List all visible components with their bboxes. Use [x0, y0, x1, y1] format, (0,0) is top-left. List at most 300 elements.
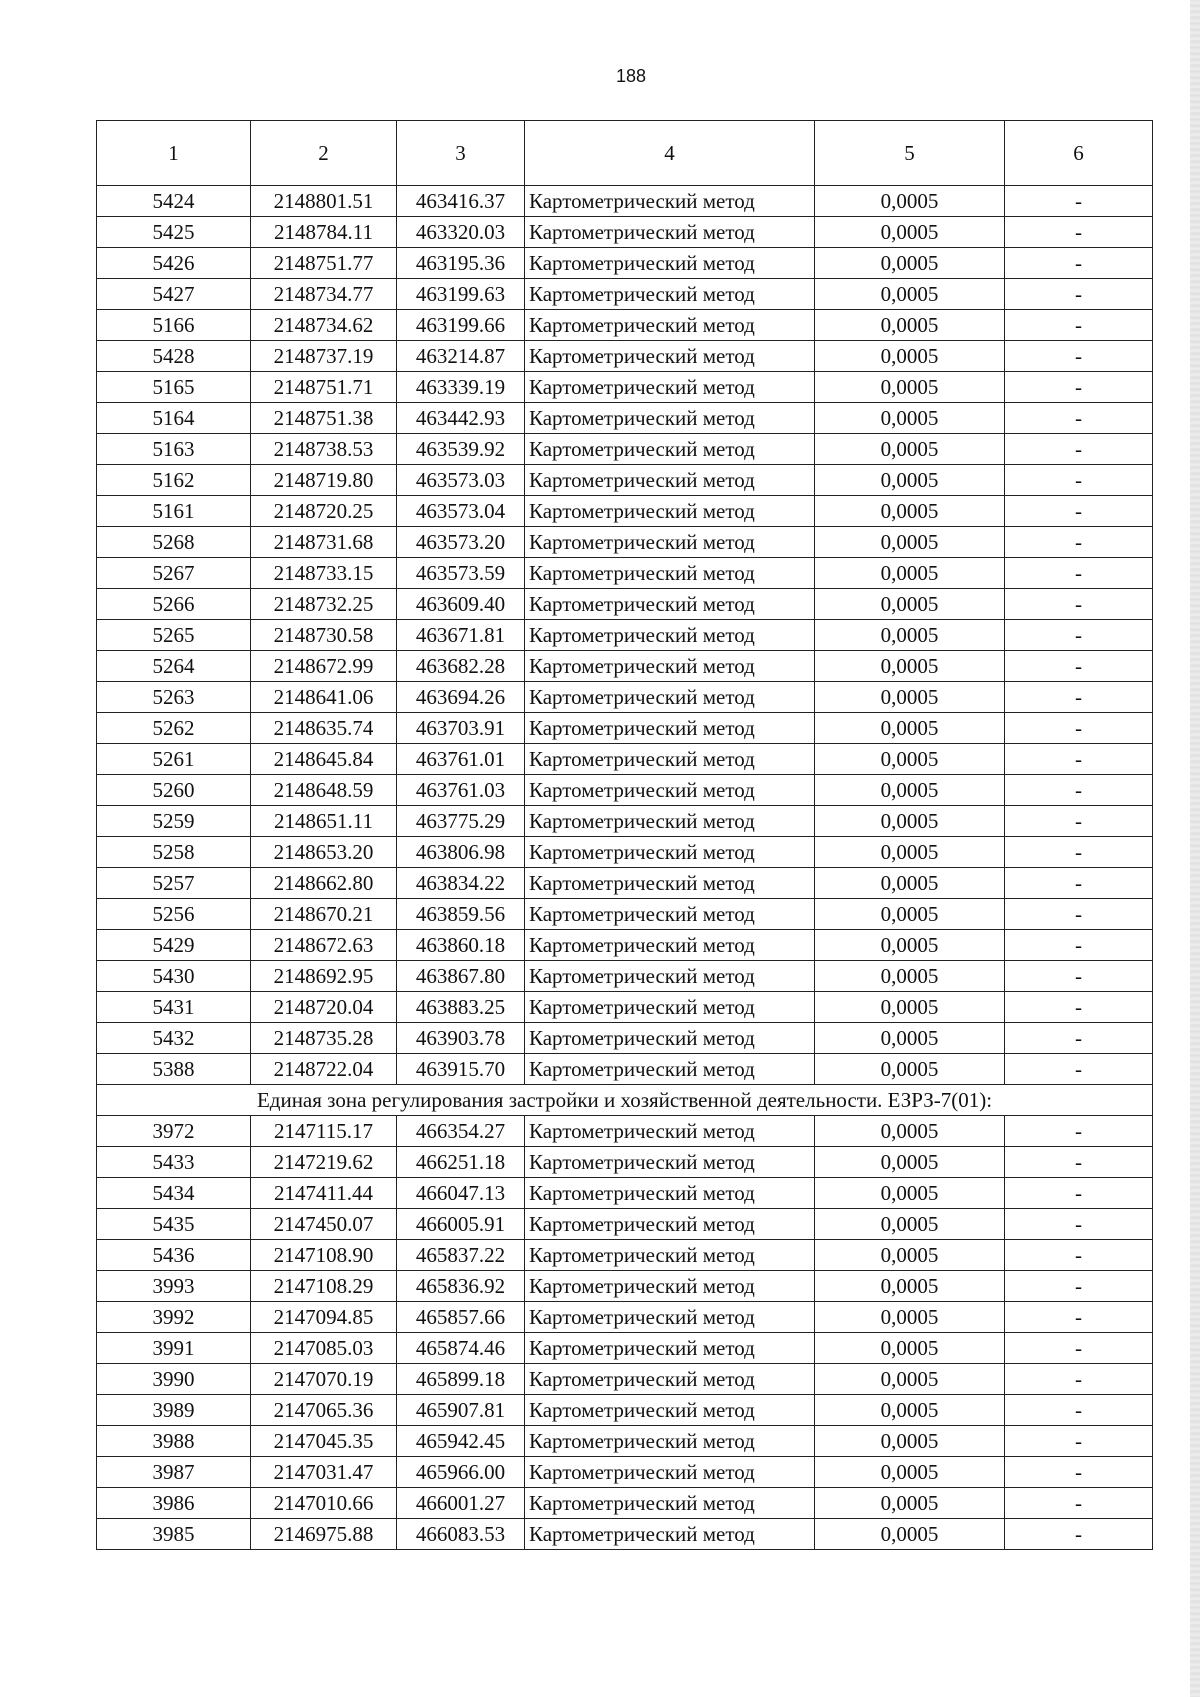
point-number-cell: 5427 — [97, 279, 251, 310]
point-number-cell: 5267 — [97, 558, 251, 589]
table-row — [97, 186, 1153, 217]
note-cell: - — [1005, 620, 1153, 651]
note-cell: - — [1005, 527, 1153, 558]
table-row — [97, 1488, 1153, 1519]
method-cell: Картометрический метод — [525, 899, 815, 930]
method-cell: Картометрический метод — [525, 279, 815, 310]
x-coordinate-cell: 2148648.59 — [251, 775, 397, 806]
y-coordinate-cell: 465836.92 — [397, 1271, 525, 1302]
note-cell: - — [1005, 899, 1153, 930]
method-cell: Картометрический метод — [525, 1054, 815, 1085]
method-cell: Картометрический метод — [525, 961, 815, 992]
y-coordinate-cell: 463883.25 — [397, 992, 525, 1023]
method-cell: Картометрический метод — [525, 1209, 815, 1240]
table-row — [97, 310, 1153, 341]
method-cell: Картометрический метод — [525, 620, 815, 651]
table-row — [97, 961, 1153, 992]
note-cell: - — [1005, 217, 1153, 248]
point-number-cell: 5424 — [97, 186, 251, 217]
x-coordinate-cell: 2148731.68 — [251, 527, 397, 558]
table-row — [97, 775, 1153, 806]
y-coordinate-cell: 463860.18 — [397, 930, 525, 961]
y-coordinate-cell: 463859.56 — [397, 899, 525, 930]
accuracy-cell: 0,0005 — [815, 1023, 1005, 1054]
x-coordinate-cell: 2147085.03 — [251, 1333, 397, 1364]
point-number-cell: 5161 — [97, 496, 251, 527]
x-coordinate-cell: 2147115.17 — [251, 1116, 397, 1147]
table-row — [97, 496, 1153, 527]
point-number-cell: 3985 — [97, 1519, 251, 1550]
x-coordinate-cell: 2148645.84 — [251, 744, 397, 775]
accuracy-cell: 0,0005 — [815, 1519, 1005, 1550]
method-cell: Картометрический метод — [525, 1116, 815, 1147]
table-header — [97, 121, 1153, 186]
note-cell: - — [1005, 868, 1153, 899]
point-number-cell: 5435 — [97, 1209, 251, 1240]
x-coordinate-cell: 2148735.28 — [251, 1023, 397, 1054]
y-coordinate-cell: 466083.53 — [397, 1519, 525, 1550]
point-number-cell: 5261 — [97, 744, 251, 775]
x-coordinate-cell: 2147045.35 — [251, 1426, 397, 1457]
point-number-cell: 3972 — [97, 1116, 251, 1147]
table-row — [97, 899, 1153, 930]
accuracy-cell: 0,0005 — [815, 930, 1005, 961]
x-coordinate-cell: 2148733.15 — [251, 558, 397, 589]
table-row — [97, 403, 1153, 434]
note-cell: - — [1005, 372, 1153, 403]
method-cell: Картометрический метод — [525, 682, 815, 713]
method-cell: Картометрический метод — [525, 310, 815, 341]
accuracy-cell: 0,0005 — [815, 1209, 1005, 1240]
method-cell: Картометрический метод — [525, 434, 815, 465]
method-cell: Картометрический метод — [525, 744, 815, 775]
accuracy-cell: 0,0005 — [815, 558, 1005, 589]
point-number-cell: 5263 — [97, 682, 251, 713]
accuracy-cell: 0,0005 — [815, 1488, 1005, 1519]
y-coordinate-cell: 463903.78 — [397, 1023, 525, 1054]
x-coordinate-cell: 2147108.90 — [251, 1240, 397, 1271]
note-cell: - — [1005, 310, 1153, 341]
point-number-cell: 5260 — [97, 775, 251, 806]
x-coordinate-cell: 2148692.95 — [251, 961, 397, 992]
accuracy-cell: 0,0005 — [815, 434, 1005, 465]
table-row — [97, 217, 1153, 248]
method-cell: Картометрический метод — [525, 1488, 815, 1519]
note-cell: - — [1005, 465, 1153, 496]
note-cell: - — [1005, 1519, 1153, 1550]
note-cell: - — [1005, 1457, 1153, 1488]
x-coordinate-cell: 2148672.63 — [251, 930, 397, 961]
point-number-cell: 5164 — [97, 403, 251, 434]
x-coordinate-cell: 2148635.74 — [251, 713, 397, 744]
y-coordinate-cell: 466251.18 — [397, 1147, 525, 1178]
accuracy-cell: 0,0005 — [815, 620, 1005, 651]
table-row — [97, 868, 1153, 899]
note-cell: - — [1005, 1302, 1153, 1333]
x-coordinate-cell: 2148734.77 — [251, 279, 397, 310]
note-cell: - — [1005, 558, 1153, 589]
note-cell: - — [1005, 434, 1153, 465]
x-coordinate-cell: 2147031.47 — [251, 1457, 397, 1488]
y-coordinate-cell: 466354.27 — [397, 1116, 525, 1147]
point-number-cell: 5436 — [97, 1240, 251, 1271]
method-cell: Картометрический метод — [525, 217, 815, 248]
table-row — [97, 558, 1153, 589]
method-cell: Картометрический метод — [525, 806, 815, 837]
x-coordinate-cell: 2148738.53 — [251, 434, 397, 465]
table-row — [97, 1302, 1153, 1333]
table-row — [97, 992, 1153, 1023]
header-cell-4: 4 — [525, 121, 815, 186]
y-coordinate-cell: 463339.19 — [397, 372, 525, 403]
accuracy-cell: 0,0005 — [815, 341, 1005, 372]
point-number-cell: 5268 — [97, 527, 251, 558]
method-cell: Картометрический метод — [525, 403, 815, 434]
page-number: 188 — [615, 66, 647, 86]
x-coordinate-cell: 2147450.07 — [251, 1209, 397, 1240]
point-number-cell: 5262 — [97, 713, 251, 744]
accuracy-cell: 0,0005 — [815, 1147, 1005, 1178]
accuracy-cell: 0,0005 — [815, 713, 1005, 744]
method-cell: Картометрический метод — [525, 868, 815, 899]
point-number-cell: 5165 — [97, 372, 251, 403]
x-coordinate-cell: 2148651.11 — [251, 806, 397, 837]
method-cell: Картометрический метод — [525, 1519, 815, 1550]
y-coordinate-cell: 463609.40 — [397, 589, 525, 620]
table-row — [97, 1054, 1153, 1085]
table-row — [97, 1333, 1153, 1364]
x-coordinate-cell: 2148662.80 — [251, 868, 397, 899]
y-coordinate-cell: 463442.93 — [397, 403, 525, 434]
note-cell: - — [1005, 1488, 1153, 1519]
table-row — [97, 837, 1153, 868]
accuracy-cell: 0,0005 — [815, 1116, 1005, 1147]
y-coordinate-cell: 465837.22 — [397, 1240, 525, 1271]
table-row — [97, 713, 1153, 744]
y-coordinate-cell: 463761.01 — [397, 744, 525, 775]
y-coordinate-cell: 463320.03 — [397, 217, 525, 248]
x-coordinate-cell: 2148734.62 — [251, 310, 397, 341]
accuracy-cell: 0,0005 — [815, 372, 1005, 403]
x-coordinate-cell: 2148722.04 — [251, 1054, 397, 1085]
method-cell: Картометрический метод — [525, 930, 815, 961]
note-cell: - — [1005, 713, 1153, 744]
accuracy-cell: 0,0005 — [815, 1271, 1005, 1302]
table-row — [97, 1457, 1153, 1488]
point-number-cell: 5259 — [97, 806, 251, 837]
table-body — [97, 186, 1153, 1550]
method-cell: Картометрический метод — [525, 496, 815, 527]
table-row — [97, 1116, 1153, 1147]
x-coordinate-cell: 2148730.58 — [251, 620, 397, 651]
note-cell: - — [1005, 403, 1153, 434]
accuracy-cell: 0,0005 — [815, 589, 1005, 620]
note-cell: - — [1005, 1178, 1153, 1209]
method-cell: Картометрический метод — [525, 1302, 815, 1333]
method-cell: Картометрический метод — [525, 341, 815, 372]
point-number-cell: 5429 — [97, 930, 251, 961]
x-coordinate-cell: 2148720.25 — [251, 496, 397, 527]
method-cell: Картометрический метод — [525, 1147, 815, 1178]
table-row — [97, 1426, 1153, 1457]
x-coordinate-cell: 2148653.20 — [251, 837, 397, 868]
note-cell: - — [1005, 341, 1153, 372]
scan-edge — [1190, 0, 1200, 1697]
accuracy-cell: 0,0005 — [815, 1457, 1005, 1488]
note-cell: - — [1005, 930, 1153, 961]
note-cell: - — [1005, 1271, 1153, 1302]
y-coordinate-cell: 463761.03 — [397, 775, 525, 806]
method-cell: Картометрический метод — [525, 558, 815, 589]
table-row — [97, 465, 1153, 496]
table-row — [97, 341, 1153, 372]
x-coordinate-cell: 2146975.88 — [251, 1519, 397, 1550]
method-cell: Картометрический метод — [525, 1333, 815, 1364]
point-number-cell: 3986 — [97, 1488, 251, 1519]
point-number-cell: 5256 — [97, 899, 251, 930]
accuracy-cell: 0,0005 — [815, 527, 1005, 558]
table-row — [97, 682, 1153, 713]
x-coordinate-cell: 2147219.62 — [251, 1147, 397, 1178]
point-number-cell: 5264 — [97, 651, 251, 682]
method-cell: Картометрический метод — [525, 1364, 815, 1395]
point-number-cell: 5426 — [97, 248, 251, 279]
y-coordinate-cell: 465907.81 — [397, 1395, 525, 1426]
table-row — [97, 1364, 1153, 1395]
header-cell-1: 1 — [97, 121, 251, 186]
x-coordinate-cell: 2148751.38 — [251, 403, 397, 434]
accuracy-cell: 0,0005 — [815, 1395, 1005, 1426]
note-cell: - — [1005, 961, 1153, 992]
point-number-cell: 3991 — [97, 1333, 251, 1364]
x-coordinate-cell: 2147094.85 — [251, 1302, 397, 1333]
accuracy-cell: 0,0005 — [815, 186, 1005, 217]
method-cell: Картометрический метод — [525, 589, 815, 620]
table-row — [97, 1209, 1153, 1240]
note-cell: - — [1005, 1364, 1153, 1395]
y-coordinate-cell: 466005.91 — [397, 1209, 525, 1240]
y-coordinate-cell: 463806.98 — [397, 837, 525, 868]
accuracy-cell: 0,0005 — [815, 1178, 1005, 1209]
method-cell: Картометрический метод — [525, 1395, 815, 1426]
note-cell: - — [1005, 682, 1153, 713]
accuracy-cell: 0,0005 — [815, 682, 1005, 713]
method-cell: Картометрический метод — [525, 1178, 815, 1209]
note-cell: - — [1005, 496, 1153, 527]
note-cell: - — [1005, 775, 1153, 806]
method-cell: Картометрический метод — [525, 651, 815, 682]
accuracy-cell: 0,0005 — [815, 744, 1005, 775]
x-coordinate-cell: 2148670.21 — [251, 899, 397, 930]
header-cell-2: 2 — [251, 121, 397, 186]
point-number-cell: 5425 — [97, 217, 251, 248]
table-row — [97, 806, 1153, 837]
note-cell: - — [1005, 651, 1153, 682]
x-coordinate-cell: 2148751.77 — [251, 248, 397, 279]
point-number-cell: 5428 — [97, 341, 251, 372]
note-cell: - — [1005, 1333, 1153, 1364]
y-coordinate-cell: 463573.59 — [397, 558, 525, 589]
table-row — [97, 1147, 1153, 1178]
accuracy-cell: 0,0005 — [815, 961, 1005, 992]
y-coordinate-cell: 465942.45 — [397, 1426, 525, 1457]
accuracy-cell: 0,0005 — [815, 775, 1005, 806]
point-number-cell: 5163 — [97, 434, 251, 465]
method-cell: Картометрический метод — [525, 1426, 815, 1457]
point-number-cell: 5388 — [97, 1054, 251, 1085]
y-coordinate-cell: 465857.66 — [397, 1302, 525, 1333]
note-cell: - — [1005, 1147, 1153, 1178]
accuracy-cell: 0,0005 — [815, 806, 1005, 837]
table-row — [97, 1240, 1153, 1271]
point-number-cell: 3992 — [97, 1302, 251, 1333]
y-coordinate-cell: 463573.03 — [397, 465, 525, 496]
coordinates-table — [96, 120, 1153, 1550]
method-cell: Картометрический метод — [525, 248, 815, 279]
point-number-cell: 3990 — [97, 1364, 251, 1395]
section-row — [97, 1085, 1153, 1116]
table-row — [97, 372, 1153, 403]
point-number-cell: 3988 — [97, 1426, 251, 1457]
y-coordinate-cell: 463834.22 — [397, 868, 525, 899]
method-cell: Картометрический метод — [525, 527, 815, 558]
note-cell: - — [1005, 1116, 1153, 1147]
y-coordinate-cell: 465899.18 — [397, 1364, 525, 1395]
accuracy-cell: 0,0005 — [815, 496, 1005, 527]
note-cell: - — [1005, 1426, 1153, 1457]
point-number-cell: 5265 — [97, 620, 251, 651]
accuracy-cell: 0,0005 — [815, 899, 1005, 930]
header-cell-6: 6 — [1005, 121, 1153, 186]
note-cell: - — [1005, 744, 1153, 775]
y-coordinate-cell: 463416.37 — [397, 186, 525, 217]
table-row — [97, 434, 1153, 465]
table-row — [97, 589, 1153, 620]
point-number-cell: 3993 — [97, 1271, 251, 1302]
x-coordinate-cell: 2148737.19 — [251, 341, 397, 372]
x-coordinate-cell: 2147108.29 — [251, 1271, 397, 1302]
accuracy-cell: 0,0005 — [815, 403, 1005, 434]
table-row — [97, 248, 1153, 279]
x-coordinate-cell: 2148784.11 — [251, 217, 397, 248]
y-coordinate-cell: 463573.20 — [397, 527, 525, 558]
x-coordinate-cell: 2147065.36 — [251, 1395, 397, 1426]
method-cell: Картометрический метод — [525, 775, 815, 806]
table-row — [97, 1519, 1153, 1550]
method-cell: Картометрический метод — [525, 1240, 815, 1271]
accuracy-cell: 0,0005 — [815, 465, 1005, 496]
x-coordinate-cell: 2147411.44 — [251, 1178, 397, 1209]
table-row — [97, 930, 1153, 961]
accuracy-cell: 0,0005 — [815, 868, 1005, 899]
y-coordinate-cell: 463703.91 — [397, 713, 525, 744]
point-number-cell: 5431 — [97, 992, 251, 1023]
y-coordinate-cell: 466047.13 — [397, 1178, 525, 1209]
x-coordinate-cell: 2147010.66 — [251, 1488, 397, 1519]
y-coordinate-cell: 463199.63 — [397, 279, 525, 310]
method-cell: Картометрический метод — [525, 713, 815, 744]
y-coordinate-cell: 463915.70 — [397, 1054, 525, 1085]
y-coordinate-cell: 463694.26 — [397, 682, 525, 713]
y-coordinate-cell: 463195.36 — [397, 248, 525, 279]
table-row — [97, 1023, 1153, 1054]
note-cell: - — [1005, 248, 1153, 279]
note-cell: - — [1005, 186, 1153, 217]
point-number-cell: 5433 — [97, 1147, 251, 1178]
header-row — [97, 121, 1153, 186]
x-coordinate-cell: 2148801.51 — [251, 186, 397, 217]
method-cell: Картометрический метод — [525, 837, 815, 868]
accuracy-cell: 0,0005 — [815, 1426, 1005, 1457]
x-coordinate-cell: 2148719.80 — [251, 465, 397, 496]
accuracy-cell: 0,0005 — [815, 1364, 1005, 1395]
x-coordinate-cell: 2148751.71 — [251, 372, 397, 403]
y-coordinate-cell: 463671.81 — [397, 620, 525, 651]
x-coordinate-cell: 2148672.99 — [251, 651, 397, 682]
method-cell: Картометрический метод — [525, 1023, 815, 1054]
table-row — [97, 1395, 1153, 1426]
header-cell-3: 3 — [397, 121, 525, 186]
note-cell: - — [1005, 1395, 1153, 1426]
point-number-cell: 5166 — [97, 310, 251, 341]
point-number-cell: 5258 — [97, 837, 251, 868]
header-cell-5: 5 — [815, 121, 1005, 186]
note-cell: - — [1005, 589, 1153, 620]
accuracy-cell: 0,0005 — [815, 651, 1005, 682]
x-coordinate-cell: 2147070.19 — [251, 1364, 397, 1395]
y-coordinate-cell: 463682.28 — [397, 651, 525, 682]
point-number-cell: 5162 — [97, 465, 251, 496]
accuracy-cell: 0,0005 — [815, 279, 1005, 310]
note-cell: - — [1005, 992, 1153, 1023]
section-title: Единая зона регулирования застройки и хозяйственной деятельности. ЕЗРЗ-7(01): — [97, 1085, 1153, 1116]
y-coordinate-cell: 463214.87 — [397, 341, 525, 372]
table-row — [97, 744, 1153, 775]
table-row — [97, 1178, 1153, 1209]
y-coordinate-cell: 463867.80 — [397, 961, 525, 992]
x-coordinate-cell: 2148720.04 — [251, 992, 397, 1023]
note-cell: - — [1005, 837, 1153, 868]
accuracy-cell: 0,0005 — [815, 837, 1005, 868]
accuracy-cell: 0,0005 — [815, 1054, 1005, 1085]
note-cell: - — [1005, 279, 1153, 310]
method-cell: Картометрический метод — [525, 1271, 815, 1302]
point-number-cell: 5257 — [97, 868, 251, 899]
point-number-cell: 3987 — [97, 1457, 251, 1488]
accuracy-cell: 0,0005 — [815, 217, 1005, 248]
accuracy-cell: 0,0005 — [815, 248, 1005, 279]
method-cell: Картометрический метод — [525, 372, 815, 403]
accuracy-cell: 0,0005 — [815, 1240, 1005, 1271]
table-row — [97, 527, 1153, 558]
accuracy-cell: 0,0005 — [815, 1302, 1005, 1333]
table-row — [97, 1271, 1153, 1302]
y-coordinate-cell: 463775.29 — [397, 806, 525, 837]
note-cell: - — [1005, 1240, 1153, 1271]
method-cell: Картометрический метод — [525, 1457, 815, 1488]
method-cell: Картометрический метод — [525, 186, 815, 217]
point-number-cell: 5434 — [97, 1178, 251, 1209]
y-coordinate-cell: 465966.00 — [397, 1457, 525, 1488]
y-coordinate-cell: 463539.92 — [397, 434, 525, 465]
table-row — [97, 651, 1153, 682]
point-number-cell: 5430 — [97, 961, 251, 992]
point-number-cell: 3989 — [97, 1395, 251, 1426]
note-cell: - — [1005, 806, 1153, 837]
y-coordinate-cell: 465874.46 — [397, 1333, 525, 1364]
x-coordinate-cell: 2148641.06 — [251, 682, 397, 713]
method-cell: Картометрический метод — [525, 992, 815, 1023]
